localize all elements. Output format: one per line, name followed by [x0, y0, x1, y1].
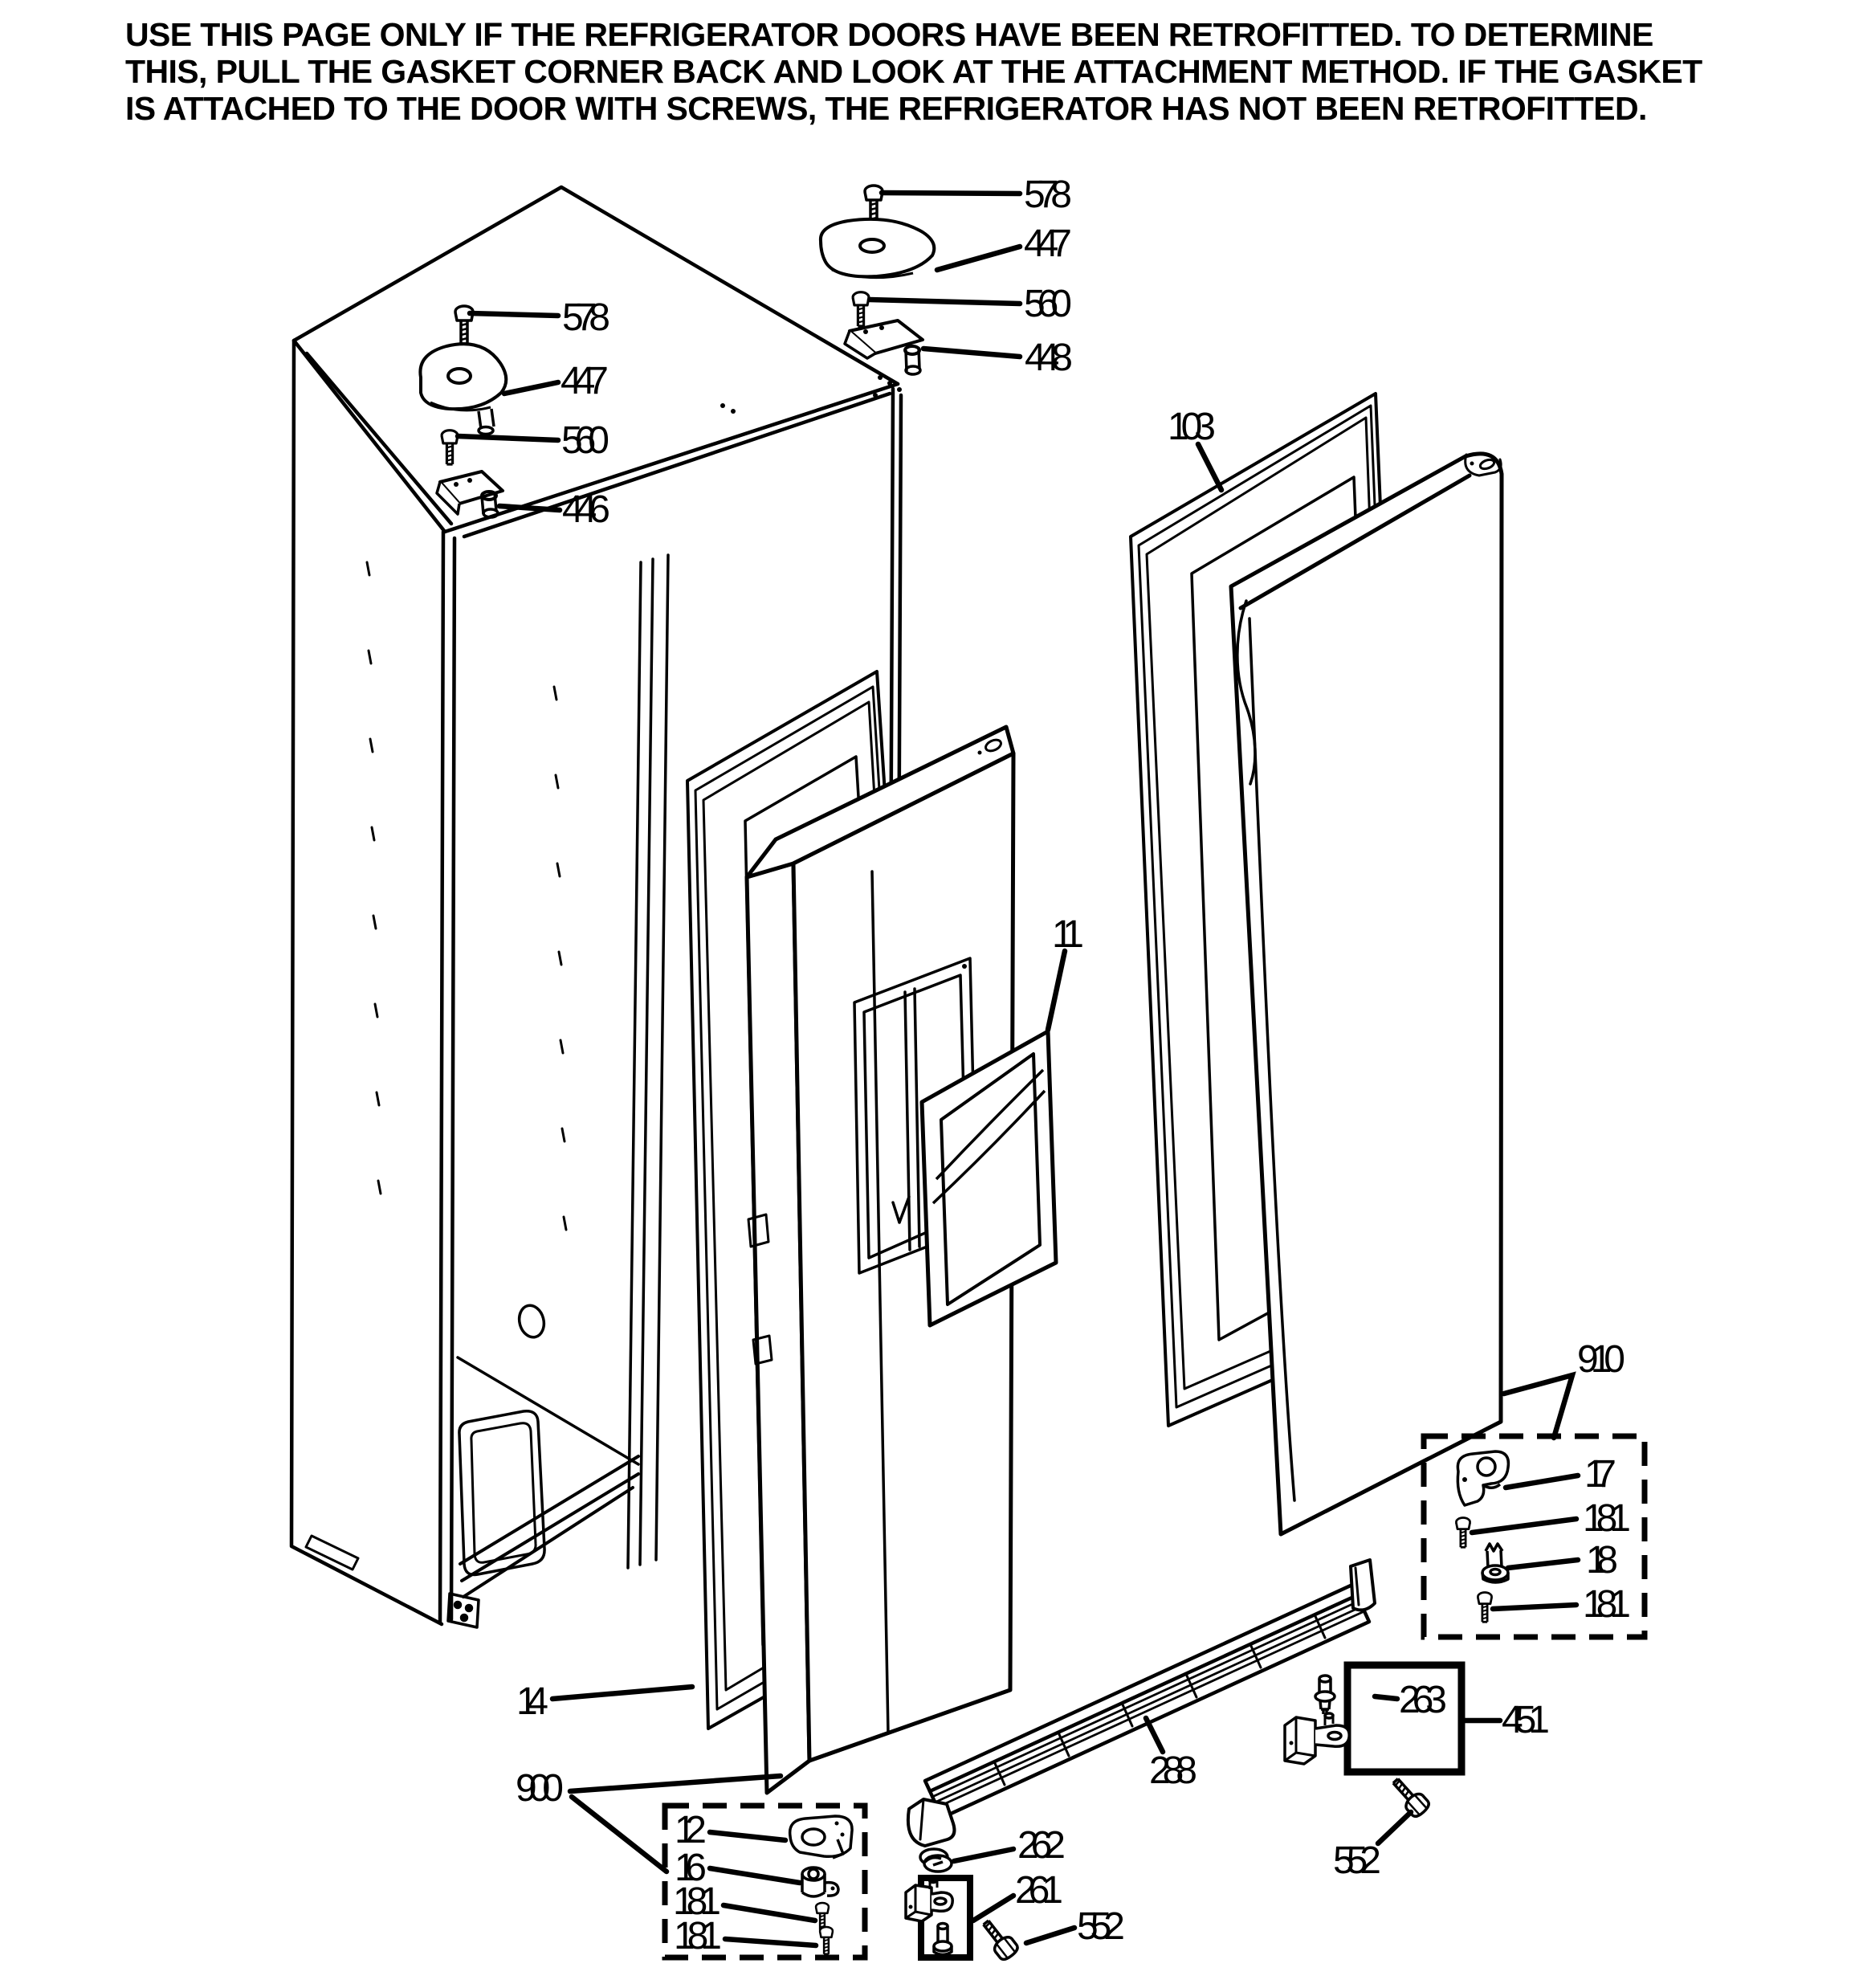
callout-448: 448: [1025, 337, 1073, 379]
bolt-552-bottom-icon: [978, 1917, 1021, 1962]
callout-910: 910: [1577, 1338, 1625, 1381]
bushing-16-icon: [802, 1868, 838, 1896]
callout-262: 262: [1017, 1824, 1066, 1867]
callout-263: 263: [1399, 1679, 1447, 1721]
hinge-451-parts: [1285, 1676, 1349, 1764]
callout-181-d: 181: [674, 1915, 722, 1957]
callout-17: 17: [1584, 1453, 1616, 1496]
callout-560-right: 560: [1024, 283, 1072, 325]
callout-552-bottom: 552: [1077, 1905, 1125, 1948]
instruction-line-1: USE THIS PAGE ONLY IF THE REFRIGERATOR DOORS HAVE BEEN RETROFITTED. TO DETERMINE: [125, 16, 1653, 53]
callout-560-left: 560: [561, 419, 609, 462]
hinge-261-parts: [906, 1879, 952, 1955]
callout-552-right: 552: [1333, 1839, 1381, 1882]
callout-12: 12: [675, 1809, 707, 1851]
instruction-line-2: THIS, PULL THE GASKET CORNER BACK AND LOOK AT THE ATTACHMENT METHOD. IF THE GASKET: [125, 53, 1702, 90]
top-hinge-446-icon: [437, 471, 503, 517]
callout-447-right: 447: [1024, 222, 1072, 265]
instruction-line-3: IS ATTACHED TO THE DOOR WITH SCREWS, THE REFRIGERATOR HAS NOT BEEN RETROFITTED.: [125, 90, 1647, 127]
hinge-cover-447-left-icon: [420, 344, 506, 434]
callout-14: 14: [516, 1680, 548, 1723]
bolt-261-icon: [934, 1924, 952, 1955]
cam-262-icon: [920, 1849, 952, 1872]
hinge-pin-18-icon: [1482, 1544, 1508, 1582]
callout-288: 288: [1149, 1749, 1197, 1792]
hinge-cover-447-right-icon: [821, 219, 934, 278]
bracket-451-icon: [1285, 1713, 1349, 1764]
callout-451: 451: [1502, 1699, 1550, 1741]
callout-447-left: 447: [561, 360, 609, 402]
callout-578-right: 578: [1024, 173, 1072, 216]
top-hinge-set-right: [821, 186, 934, 374]
screw-560-right-icon: [853, 292, 869, 326]
screw-181-b-icon: [1478, 1593, 1491, 1623]
callout-103: 103: [1168, 406, 1216, 448]
hinge-kit-910-parts: [1456, 1451, 1508, 1622]
callout-181-b: 181: [1583, 1583, 1631, 1626]
hinge-cover-12-icon: [790, 1816, 852, 1858]
refrigerator-door: [1231, 454, 1502, 1534]
callout-11: 11: [1052, 913, 1084, 956]
callout-578-left: 578: [562, 296, 610, 339]
top-hinge-448-icon: [845, 320, 923, 374]
bracket-261-icon: [906, 1879, 952, 1922]
callout-900: 900: [516, 1767, 564, 1810]
screw-181-d-icon: [820, 1927, 833, 1954]
bracket-17-icon: [1457, 1451, 1508, 1505]
top-hinge-set-left: [420, 306, 506, 517]
callout-261: 261: [1015, 1869, 1063, 1912]
callout-16: 16: [675, 1847, 707, 1889]
callout-446: 446: [562, 488, 610, 531]
screw-181-a-icon: [1456, 1518, 1470, 1548]
pin-263-icon: [1315, 1676, 1335, 1714]
callout-18: 18: [1586, 1539, 1618, 1582]
callout-181-c: 181: [673, 1880, 721, 1923]
callout-181-a: 181: [1583, 1497, 1631, 1540]
